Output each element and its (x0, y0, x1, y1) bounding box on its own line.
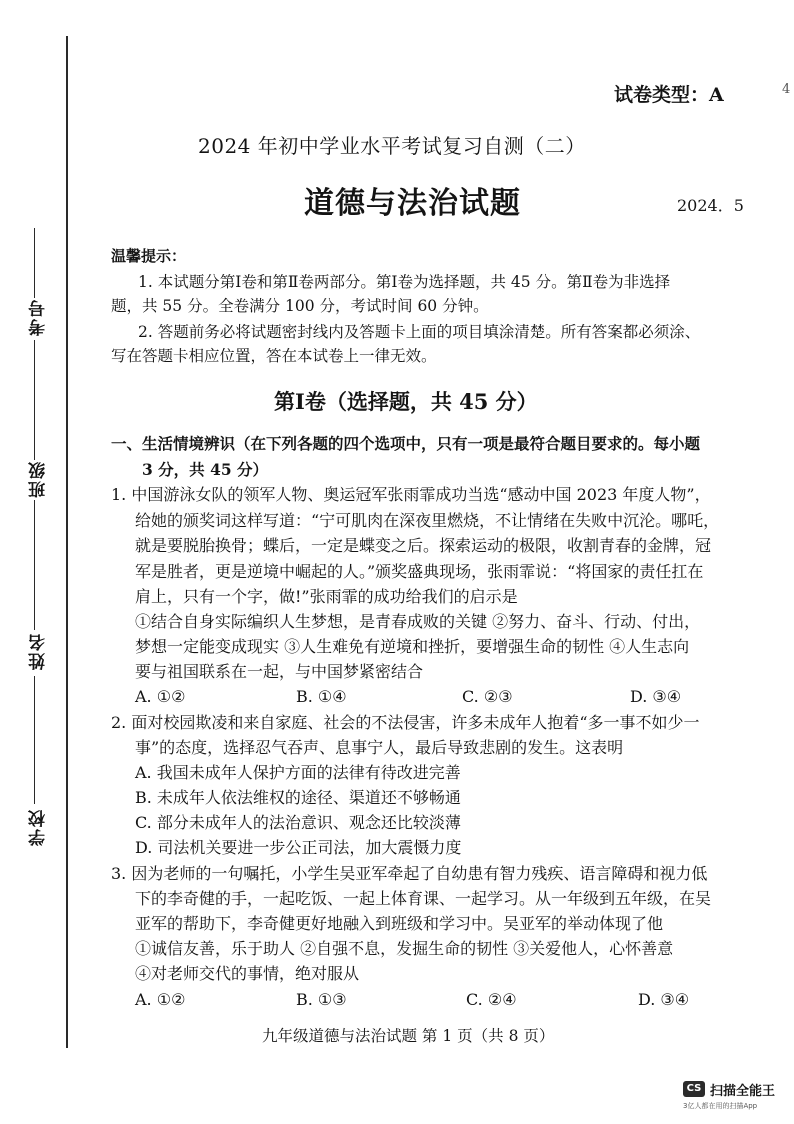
q2-option-b: B. 未成年人依法维权的途径、渠道还不够畅通 (135, 788, 461, 807)
subject-title: 道德与法治试题 (304, 186, 521, 221)
q2-option-a: A. 我国未成年人保护方面的法律有待改进完善 (135, 763, 461, 782)
name-blank (34, 500, 35, 630)
tip-line: 2. 答题前务必将试题密封线内及答题卡上面的项目填涂清楚。所有答案都必须涂、 (138, 323, 701, 341)
school-blank (34, 676, 35, 804)
q2-option-d: D. 司法机关要进一步公正司法，加大震慑力度 (135, 838, 462, 857)
q1-line: 军是胜者，更是逆境中崛起的人。”颁奖盛典现场，张雨霏说：“将国家的责任扛在 (135, 562, 704, 581)
class-label: 班级 (29, 460, 49, 498)
q3-option-b: B. ①③ (296, 990, 347, 1009)
section-title: 第Ⅰ卷（选择题，共 45 分） (274, 389, 538, 414)
school-label: 学校 (29, 808, 49, 846)
q3-option-c: C. ②④ (466, 990, 517, 1009)
part-heading-cont: 3 分，共 45 分） (142, 460, 269, 479)
q1-option-b: B. ①④ (296, 687, 347, 706)
scanner-logo: CS (683, 1081, 705, 1097)
q3-line: ①诚信友善，乐于助人 ②自强不息，发掘生命的韧性 ③关爱他人，心怀善意 (135, 939, 674, 958)
q3-option-a: A. ①② (135, 990, 186, 1009)
q3-line: 3. 因为老师的一句嘱托，小学生吴亚军牵起了自幼患有智力残疾、语言障碍和视力低 (111, 864, 708, 883)
q2-line: 事”的态度，选择忍气吞声、息事宁人，最后导致悲剧的发生。这表明 (135, 738, 624, 757)
q2-line: 2. 面对校园欺凌和来自家庭、社会的不法侵害，许多未成年人抱着“多一事不如少一 (111, 713, 700, 732)
q3-line: 下的李奇健的手，一起吃饭、一起上体育课、一起学习。从一年级到五年级，在吴 (135, 889, 712, 908)
q3-line: ④对老师交代的事情，绝对服从 (135, 964, 360, 983)
name-label: 姓名 (29, 632, 49, 670)
tips-heading: 温馨提示： (111, 247, 187, 265)
q1-line: 梦想一定能变成现实 ③人生难免有逆境和挫折，要增强生命的韧性 ④人生志向 (135, 637, 690, 656)
q3-line: 亚军的帮助下，李奇健更好地融入到班级和学习中。吴亚军的举动体现了他 (135, 914, 664, 933)
class-blank (34, 340, 35, 460)
tip-line: 1. 本试题分第Ⅰ卷和第Ⅱ卷两部分。第Ⅰ卷为选择题，共 45 分。第Ⅱ卷为非选择 (138, 273, 671, 291)
q1-option-a: A. ①② (135, 687, 186, 706)
q1-line: ①结合自身实际编织人生梦想，是青春成败的关键 ②努力、奋斗、行动、付出， (135, 612, 701, 631)
q1-line: 要与祖国联系在一起，与中国梦紧密结合 (135, 662, 424, 681)
scanner-brand: 扫描全能王 (710, 1084, 776, 1099)
exam-no-blank (34, 228, 35, 298)
q1-option-c: C. ②③ (462, 687, 513, 706)
q1-line: 肩上，只有一个字，做!”张雨霏的成功给我们的启示是 (135, 587, 518, 606)
tip-line: 题，共 55 分。全卷满分 100 分，考试时间 60 分钟。 (111, 297, 489, 315)
part-heading: 一、生活情境辨识（在下列各题的四个选项中，只有一项是最符合题目要求的。每小题 (111, 434, 701, 453)
exam-date: 2024．5 (677, 196, 744, 215)
corner-mark: 4 (782, 82, 791, 97)
q1-option-d: D. ③④ (630, 687, 682, 706)
q1-line: 1. 中国游泳女队的领军人物、奥运冠军张雨霏成功当选“感动中国 2023 年度人物”， (111, 485, 711, 504)
q2-option-c: C. 部分未成年人的法治意识、观念还比较淡薄 (135, 813, 461, 832)
page-footer: 九年级道德与法治试题 第 1 页（共 8 页） (262, 1027, 555, 1045)
scanner-tagline: 3亿人都在用的扫描App (683, 1102, 758, 1110)
q1-line: 给她的颁奖词这样写道：“宁可肌肉在深夜里燃烧，不让情绪在失败中沉沦。哪吒， (135, 511, 720, 530)
exam-title: 2024 年初中学业水平考试复习自测（二） (198, 134, 586, 158)
tip-line: 写在答题卡相应位置，答在本试卷上一律无效。 (111, 347, 437, 365)
exam-no-label: 考号 (29, 298, 49, 336)
paper-type: 试卷类型：A (614, 84, 724, 106)
q1-line: 就是要脱胎换骨；蝶后，一定是蝶变之后。探索运动的极限，收割青春的金牌，冠 (135, 536, 712, 555)
binding-line (66, 36, 68, 1048)
q3-option-d: D. ③④ (638, 990, 690, 1009)
